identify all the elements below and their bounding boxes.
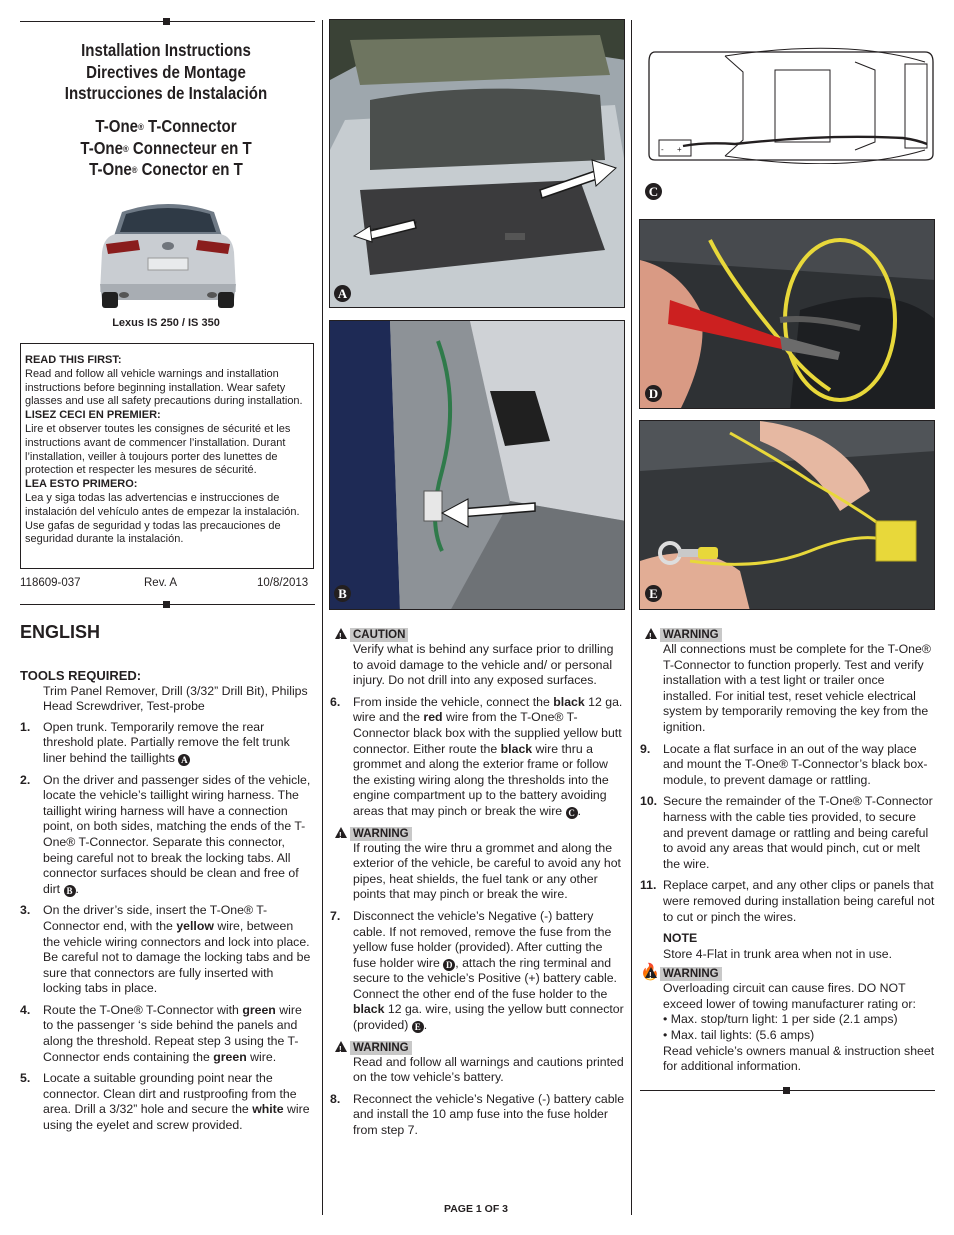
warning-4-header: 🔥 ! WARNING — [640, 966, 936, 981]
step-2: 2. On the driver and passenger sides of the vehicle, locate the vehicle’s taillight wiring harness. The taillight wiring harness will have a connection point, on both sides, matching the ends of the T-One® T-Connector. Separate this connector, being careful not to break the locking tabs. All connector surfaces should be clean and free of dirt B . — [20, 772, 311, 896]
revision: Rev. A — [144, 577, 178, 589]
photo-b-taillight-harness — [329, 320, 625, 610]
read-first-es-body: Lea y siga todas las advertencias e instrucciones de instalación del vehículo antes de empezar la instalación. Use gafas de seguridad y todas las precauciones de seguridad durante la instalación. — [25, 491, 300, 546]
product-block — [40, 116, 291, 181]
warning-icon — [645, 628, 657, 639]
step-4: 4. Route the T-One® T-Connector with green wire to the passenger ‘s side behind the panels and along the threshold. Repeat step 3 using the T-Connector ends containing the green wire. — [20, 1002, 302, 1064]
warning-2-header: !WARNING — [330, 1040, 626, 1055]
vehicle-caption: Lexus IS 250 / IS 350 — [112, 317, 220, 329]
caution-header: !CAUTION — [330, 627, 626, 642]
photo-d-art — [640, 220, 935, 409]
photo-b-art — [330, 321, 625, 610]
right-bottom-marker — [783, 1087, 790, 1094]
title-line-fr: Directives de Montage — [86, 61, 246, 82]
photo-a-art — [330, 20, 625, 308]
warning-3-text: All connections must be complete for the T-One® T-Connector to function properly. Test and verify installation with a test light or trailer once installed. For initial test, reset vehicle electrical system by temporarily removing the key from the ignition. — [663, 642, 931, 734]
read-first-en-body: Read and follow all vehicle warnings and installation instructions before beginning installation. Wear safety glasses and use all safety precautions during installation. — [25, 367, 303, 408]
warning-4-text: Overloading circuit can cause fires. DO NOT exceed lower of towing manufacturer rating or: — [663, 981, 916, 1011]
photo-e-ring-terminal — [639, 420, 935, 610]
product-line-en: T-One® T-Connector — [95, 116, 237, 136]
read-first-box — [20, 343, 314, 569]
warning-1-header: !WARNING — [330, 826, 626, 841]
diagram-c-label: C — [645, 183, 662, 200]
title-line-en: Installation Instructions — [81, 40, 251, 60]
ref-b-badge: B — [64, 885, 76, 897]
column-divider-2 — [631, 20, 632, 1215]
caution-text: Verify what is behind any surface prior to drilling to avoid damage to the vehicle and/ or personal injury. Do not drill into any exposed surfaces. — [353, 642, 614, 688]
column-3 — [640, 623, 936, 1075]
step-8: 8. Reconnect the vehicle’s Negative (-) battery cable and install the 10 amp fuse into the fuse holder from step 7. — [330, 1091, 625, 1138]
warning-3-header: !WARNING — [640, 627, 936, 642]
column-divider-1 — [322, 20, 323, 1215]
svg-text:+: + — [677, 145, 682, 154]
step-11: 11. Replace carpet, and any other clips or panels that were removed during installation being careful not to cut or pinch the wires. — [640, 878, 935, 924]
photo-e-label: E — [645, 585, 662, 602]
warning-4-tail: • Max. tail lights: (5.6 amps) — [663, 1028, 815, 1043]
note-heading: NOTE — [663, 931, 698, 946]
note-text: Store 4-Flat in trunk area when not in use. — [663, 946, 892, 961]
photo-b-label: B — [334, 585, 351, 602]
ref-c-badge: C — [566, 807, 578, 819]
photo-e-art — [640, 421, 935, 610]
step-5: 5. Locate a suitable grounding point near the connector. Clean dirt and rustproofing from the area. Drill a 3/32” hole and secure the white wire using the eyelet and screw provided. — [20, 1071, 310, 1133]
warning-icon — [335, 827, 347, 838]
warning-2-text: Read and follow all warnings and cautions printed on the tow vehicle’s battery. — [353, 1054, 624, 1085]
step-3: 3. On the driver’s side, insert the T-One® T-Connector end, with the yellow wire, between the vehicle wiring connectors and lock into place. Be careful not to damage the locking tabs and be sure that connectors are fully inserted with locking tabs in place. — [20, 903, 311, 996]
column-1 — [20, 668, 312, 1140]
ref-a-badge: A — [178, 754, 190, 766]
section-title: ENGLISH — [20, 622, 101, 642]
svg-text:-: - — [661, 145, 664, 154]
caution-icon — [335, 628, 347, 639]
step-7: 7. Disconnect the vehicle’s Negative (-) battery cable. If not removed, remove the fuse from the yellow fuse holder (provided). After cutting the fuse holder wire D , attach the ring terminal and secure to the vehicle’s Positive (+) battery cable. Connect the other end of the fuse holder to the black 12 ga. wire, using the yellow butt connector (provided) E . — [330, 908, 624, 1033]
document-date: 10/8/2013 — [257, 577, 309, 589]
photo-a-label: A — [334, 285, 351, 302]
warning-icon — [645, 967, 657, 978]
fire-warning-icon: 🔥 — [640, 964, 660, 982]
photo-a-trunk — [329, 19, 625, 308]
vehicle-rear-image — [94, 192, 242, 310]
tools-list: Trim Panel Remover, Drill (3/32” Drill Bit), Philips Head Screwdriver, Test-probe — [43, 683, 308, 714]
read-first-fr-heading: LISEZ CECI EN PREMIER: — [25, 409, 161, 422]
warning-icon — [335, 1041, 347, 1052]
top-left-marker — [163, 18, 170, 25]
warning-1-text: If routing the wire thru a grommet and along the exterior of the vehicle, be careful to avoid any hot pipes, heat shields, the fuel tank or any other points that may pinch or break the wire. — [353, 840, 621, 902]
read-first-es-heading: LEA ESTO PRIMERO: — [25, 478, 138, 491]
warning-4-manual: Read vehicle’s owners manual & instruction sheet for additional information. — [663, 1043, 935, 1074]
part-number: 118609-037 — [20, 577, 81, 589]
read-first-fr-body: Lire et observer toutes les consignes de sécurité et les instructions avant de commencer l’installation. Durant l’installation, veiller à toujours porter des lunettes de protection et respecter les mesures de sécurité. — [25, 422, 291, 477]
photo-d-cutting-fuse-wire — [639, 219, 935, 409]
title-line-es: Instrucciones de Instalación — [64, 83, 268, 103]
page-number: PAGE 1 OF 3 — [444, 1203, 508, 1215]
ref-e-badge: E — [412, 1021, 424, 1033]
read-first-en-heading: READ THIS FIRST: — [25, 354, 122, 366]
step-6: 6. From inside the vehicle, connect the black 12 ga. wire and the red wire from the T-One® T-Connector black box with the supplied yellow butt connector. Either route the black wire thru a grommet and along the exterior frame or follow the existing wiring along the thresholds into the engine compartment up to the battery avoiding areas that may pinch or break the wire C . — [330, 694, 623, 818]
warning-4-stop-turn: • Max. stop/turn light: 1 per side (2.1 amps) — [663, 1012, 898, 1027]
product-line-fr: T-One® Connecteur en T — [80, 137, 252, 158]
photo-d-label: D — [645, 385, 662, 402]
left-mid-marker — [163, 601, 170, 608]
step-9: 9. Locate a flat surface in an out of the way place and mount the T-One® T-Connector’s black box-module, to prevent damage or rattling. — [640, 741, 928, 787]
column-2 — [330, 623, 626, 1145]
routing-diagram-c — [645, 42, 937, 164]
step-10: 10. Secure the remainder of the T-One® T-Connector harness with the cable ties provided, to secure and prevent damage or rattling and being careful to avoid any areas that would pinch, cut or melt the wire. — [640, 794, 933, 871]
ref-d-badge: D — [443, 959, 455, 971]
tools-heading-label: TOOLS REQUIRED: — [20, 668, 142, 683]
step-1: 1. Open trunk. Temporarily remove the rear threshold plate. Partially remove the felt trunk liner behind the taillights A — [20, 719, 290, 765]
title-block — [40, 40, 291, 105]
product-line-es: T-One® Conector en T — [89, 159, 243, 179]
